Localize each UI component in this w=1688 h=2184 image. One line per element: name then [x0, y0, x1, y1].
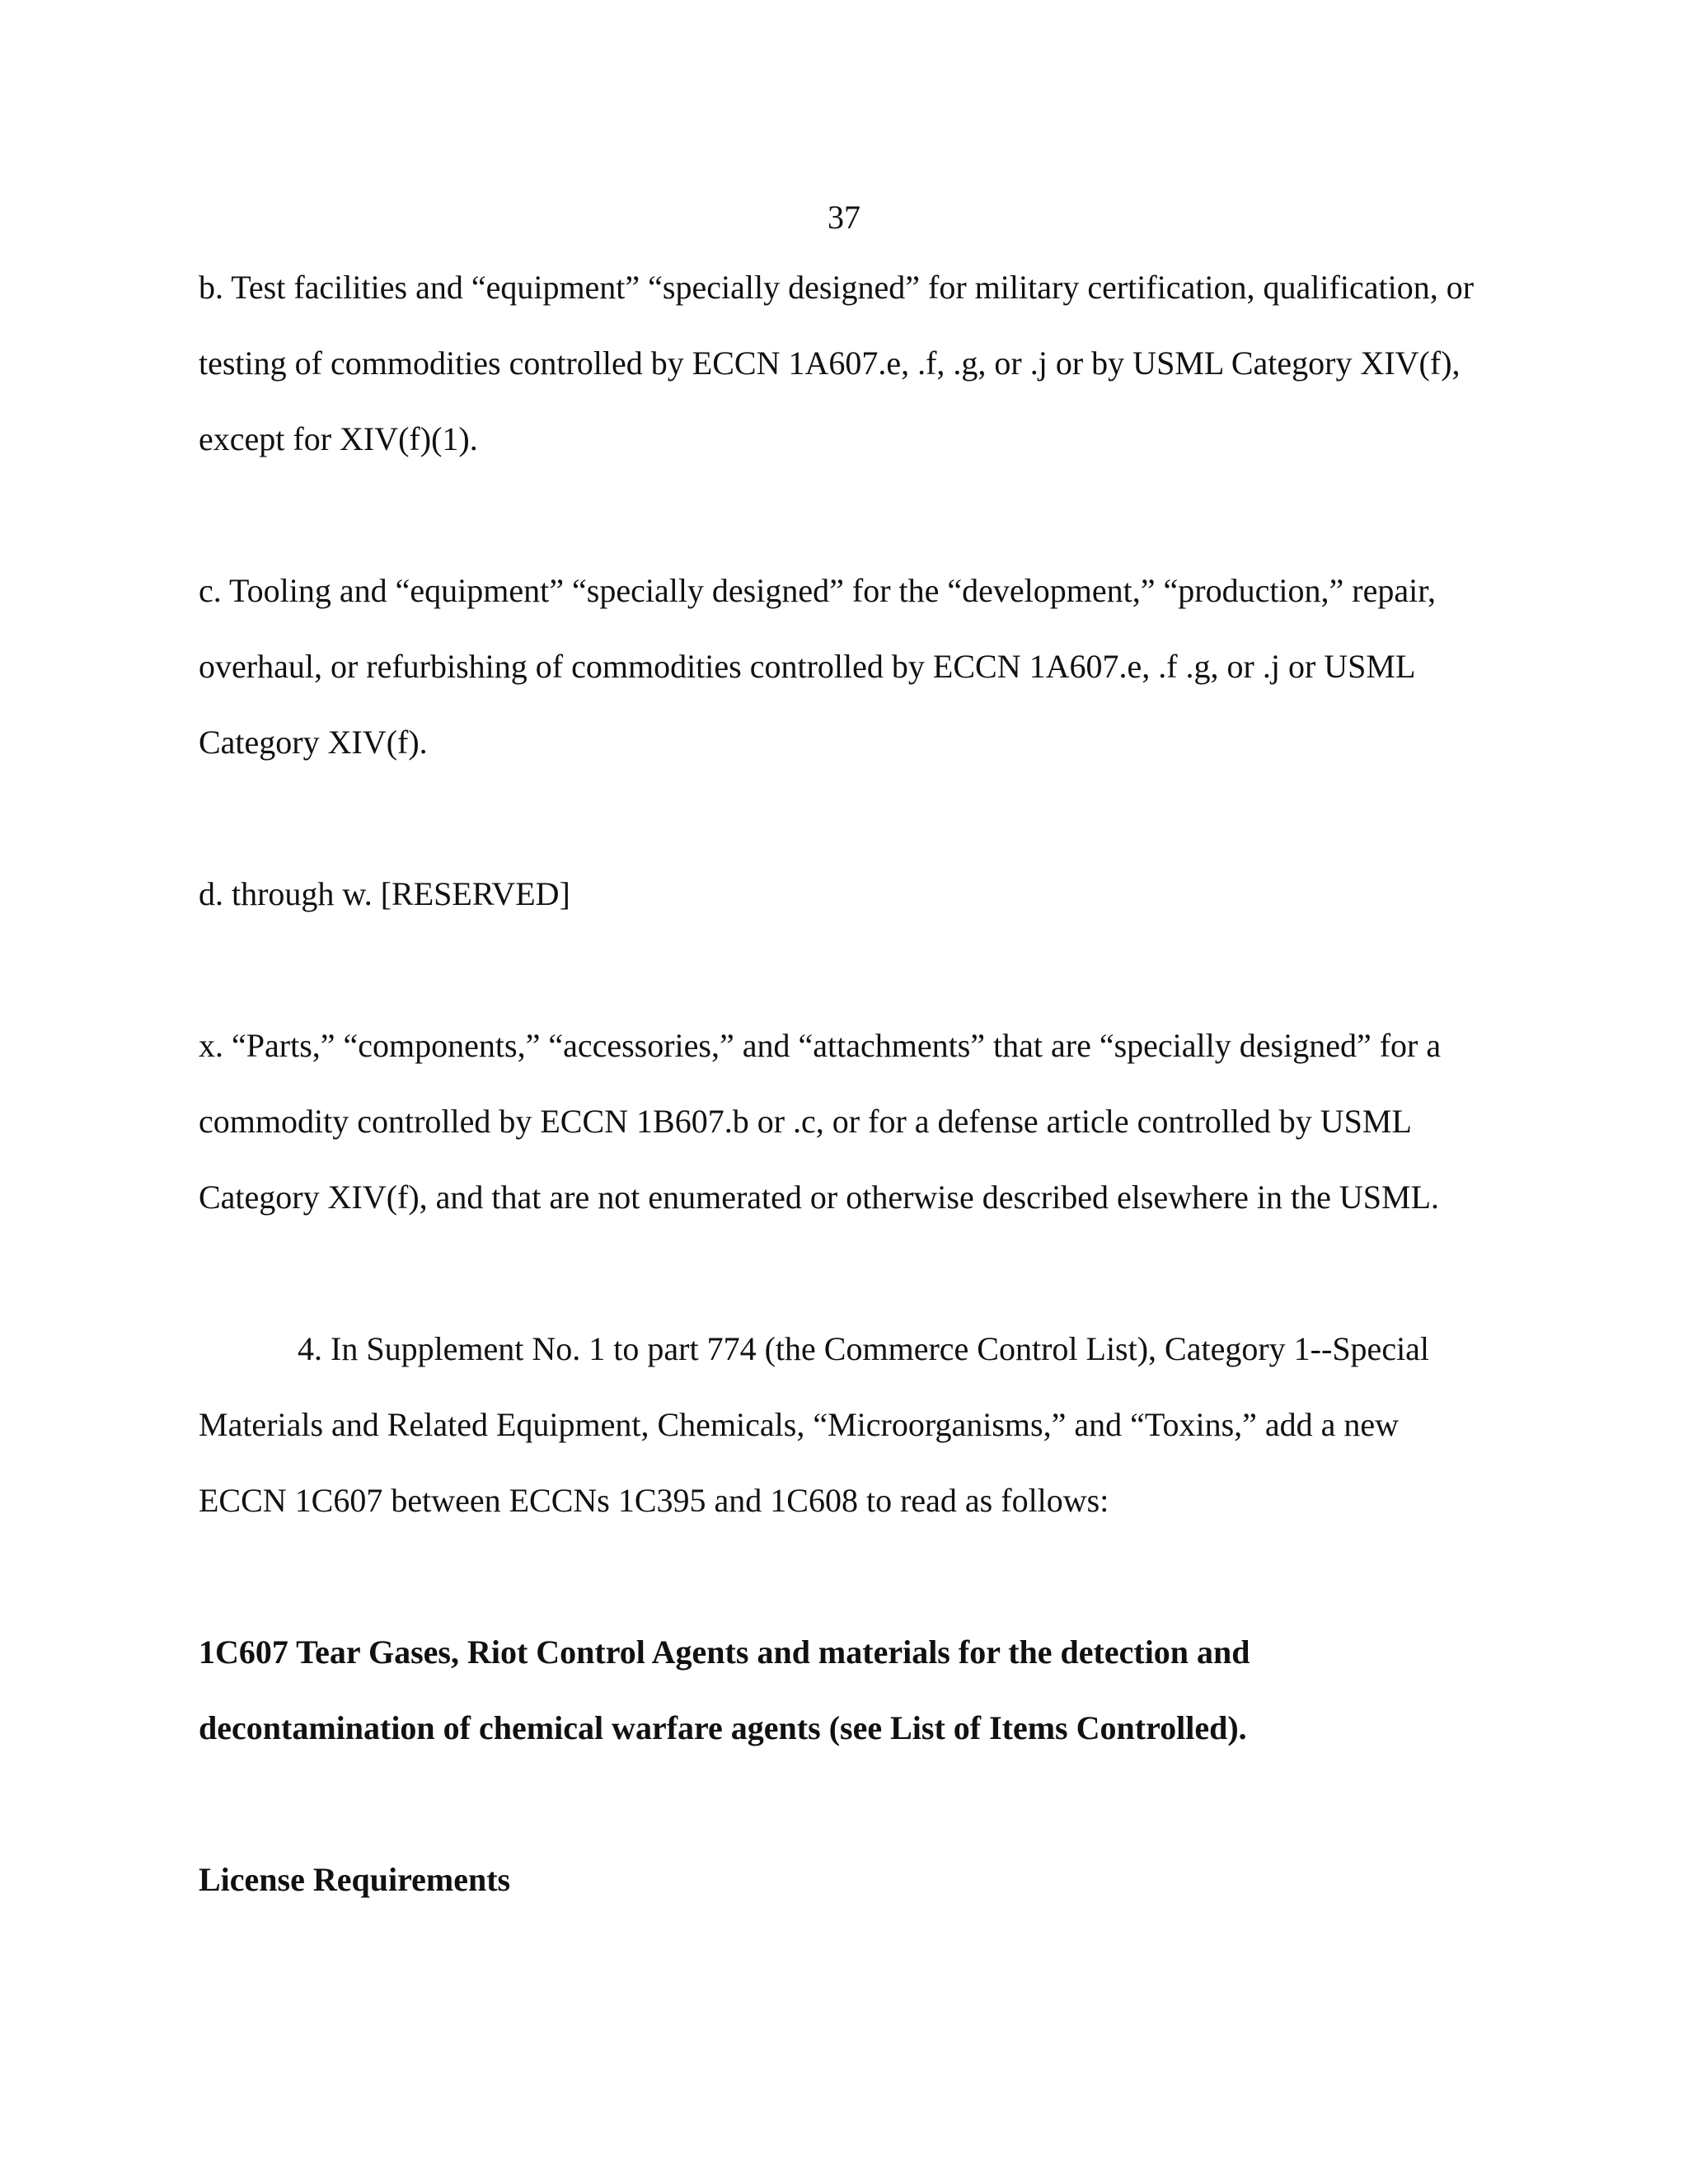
paragraph-line: testing of commodities controlled by ECCN 1A607.e, .f, .g, or .j or by USML Category XIV(f), [199, 344, 1461, 382]
heading-line: 1C607 Tear Gases, Riot Control Agents and materials for the detection and [199, 1633, 1250, 1671]
eccn-heading [199, 1615, 1517, 1766]
paragraph-line: overhaul, or refurbishing of commodities controlled by ECCN 1A607.e, .f .g, or .j or USML [199, 648, 1416, 685]
page-number: 37 [828, 199, 860, 236]
paragraph-line: Category XIV(f). [199, 724, 428, 761]
section-heading: License Requirements [199, 1861, 511, 1898]
instruction-paragraph-4 [199, 1311, 1517, 1539]
paragraph-line: c. Tooling and “equipment” “specially designed” for the “development,” “production,” repair, [199, 572, 1436, 609]
paragraph-line: b. Test facilities and “equipment” “specially designed” for military certification, qualification, or [199, 269, 1475, 306]
paragraph-line: x. “Parts,” “components,” “accessories,” and “attachments” that are “specially designed” for a [199, 1027, 1442, 1064]
paragraph-d-reserved [199, 856, 1517, 932]
paragraph-line: d. through w. [RESERVED] [199, 875, 570, 912]
paragraph-x [199, 1008, 1517, 1235]
paragraph-line: Category XIV(f), and that are not enumerated or otherwise described elsewhere in the USML. [199, 1179, 1440, 1216]
heading-line: decontamination of chemical warfare agents (see List of Items Controlled). [199, 1709, 1247, 1746]
paragraph-b [199, 250, 1517, 477]
paragraph-line: commodity controlled by ECCN 1B607.b or .c, or for a defense article controlled by USML [199, 1103, 1412, 1140]
paragraph-line: Materials and Related Equipment, Chemicals, “Microorganisms,” and “Toxins,” add a new [199, 1406, 1400, 1443]
paragraph-line: ECCN 1C607 between ECCNs 1C395 and 1C608 to read as follows: [199, 1482, 1109, 1519]
license-requirements-heading [199, 1842, 1517, 1918]
paragraph-line: except for XIV(f)(1). [199, 420, 478, 457]
paragraph-c [199, 553, 1517, 780]
paragraph-line-text: 4. In Supplement No. 1 to part 774 (the Commerce Control List), Category 1--Special [298, 1330, 1430, 1367]
paragraph-line [199, 1311, 1517, 1387]
